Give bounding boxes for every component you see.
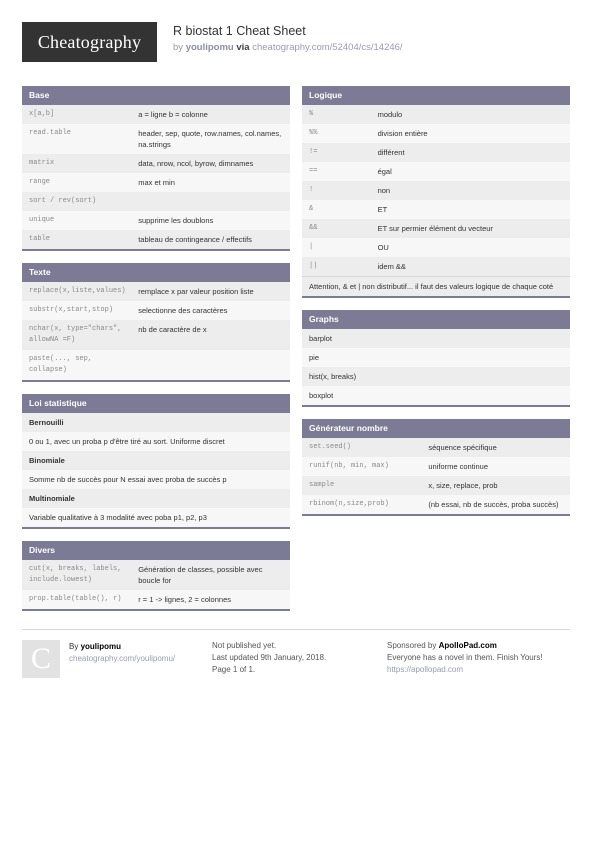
byline: [173, 42, 403, 54]
subheading-label: Bernouilli: [29, 418, 64, 427]
section-subheading: [22, 451, 290, 470]
description-cell: division entière: [377, 129, 428, 138]
description-cell: nb de caractère de x: [138, 325, 207, 334]
code-cell: !: [309, 186, 314, 194]
table-row: [22, 470, 290, 489]
section-block: [302, 419, 570, 516]
description-cell: r = 1 -> lignes, 2 = colonnes: [138, 595, 231, 604]
description-cell: Variable qualitative à 3 modalité avec poba p1, p2, p3: [29, 513, 207, 522]
code-cell: range: [29, 178, 51, 186]
table-row: [22, 508, 290, 527]
section-note: Attention, & et | non distributif... il faut des valeurs logique de chaque coté: [302, 276, 570, 296]
section-block: [22, 541, 290, 611]
description-cell: différent: [377, 148, 405, 157]
description-cell: hist(x, breaks): [309, 372, 357, 381]
section-block: [302, 310, 570, 407]
description-cell: remplace x par valeur position liste: [138, 287, 254, 296]
table-row: [22, 432, 290, 451]
page-footer: [22, 629, 570, 678]
page-info: Page 1 of 1.: [212, 665, 256, 674]
table-row: [302, 348, 570, 367]
section-subheading: [22, 489, 290, 508]
table-row: [22, 230, 290, 249]
footer-author-block: [22, 640, 212, 678]
table-row: [302, 457, 570, 476]
description-cell: selectionne des caractères: [138, 306, 228, 315]
code-cell: runif(nb, min, max): [309, 462, 389, 470]
code-cell: paste(..., sep, collapse): [29, 355, 93, 374]
description-cell: Génération de classes, possible avec boucle for: [138, 565, 263, 585]
avatar: C: [22, 640, 60, 678]
description-cell: séquence spécifique: [428, 443, 497, 452]
description-cell: header, sep, quote, row.names, col.names, na.strings: [138, 129, 282, 149]
footer-by-label: By: [69, 642, 79, 651]
table-row: [22, 301, 290, 320]
code-cell: nchar(x, type="chars", allowNA =F): [29, 325, 122, 344]
table-row: [302, 495, 570, 514]
sponsor-line: [387, 640, 570, 652]
table-row: [302, 219, 570, 238]
section-block: [22, 86, 290, 251]
code-cell: prop.table(table(), r): [29, 595, 122, 603]
code-cell: %: [309, 110, 314, 118]
footer-by-line: [69, 641, 175, 653]
table-row: [22, 173, 290, 192]
last-updated: Last updated 9th January, 2018.: [212, 653, 327, 662]
description-cell: tableau de contingeance / effectifs: [138, 235, 252, 244]
footer-author-name: youlipomu: [80, 642, 122, 651]
description-cell: non: [377, 186, 391, 195]
table-row: [22, 192, 290, 211]
description-cell: data, nrow, ncol, byrow, dimnames: [138, 159, 254, 168]
source-url-link[interactable]: cheatography.com/52404/cs/14246/: [252, 42, 403, 53]
section-block: [22, 263, 290, 382]
table-row: [302, 181, 570, 200]
footer-meta-block: [212, 640, 387, 678]
table-row: [302, 476, 570, 495]
code-cell: %%: [309, 129, 318, 137]
footer-sponsor-block: [387, 640, 570, 678]
description-cell: ET sur permier élément du vecteur: [377, 224, 493, 233]
section-block: [22, 394, 290, 529]
description-cell: barplot: [309, 334, 332, 343]
author-link[interactable]: youlipomu: [185, 42, 234, 53]
table-row: [302, 162, 570, 181]
code-cell: unique: [29, 216, 55, 224]
section-block: [302, 86, 570, 298]
table-row: [302, 386, 570, 405]
description-cell: x, size, replace, prob: [428, 481, 498, 490]
code-cell: rbinom(n,size,prob): [309, 500, 389, 508]
code-cell: sort / rev(sort): [29, 197, 97, 205]
table-row: [22, 105, 290, 124]
description-cell: 0 ou 1, avec un proba p d'être tiré au sort. Uniforme discret: [29, 437, 225, 446]
code-cell: &: [309, 205, 314, 213]
section-subheading: [22, 413, 290, 432]
description-cell: idem &&: [377, 262, 406, 271]
table-row: [22, 211, 290, 230]
sponsor-tagline: Everyone has a novel in them. Finish Yours!: [387, 653, 543, 662]
table-row: [22, 560, 290, 590]
table-row: [302, 329, 570, 348]
code-cell: ||: [309, 262, 318, 270]
description-cell: OU: [377, 243, 389, 252]
table-row: [302, 200, 570, 219]
description-cell: pie: [309, 353, 320, 362]
code-cell: replace(x,liste,values): [29, 287, 126, 295]
description-cell: uniforme continue: [428, 462, 488, 471]
via-label: via: [236, 42, 250, 53]
page-title: R biostat 1 Cheat Sheet: [173, 24, 306, 38]
table-row: [302, 105, 570, 124]
left-column: [22, 86, 290, 623]
sponsor-url[interactable]: https://apollopad.com: [387, 665, 464, 674]
code-cell: !=: [309, 148, 318, 156]
table-row: [302, 143, 570, 162]
description-cell: modulo: [377, 110, 403, 119]
description-cell: Somme nb de succès pour N essai avec proba de succès p: [29, 475, 227, 484]
description-cell: (nb essai, nb de succès, proba succès): [428, 500, 559, 509]
code-cell: read.table: [29, 129, 72, 137]
table-row: [22, 350, 290, 380]
code-cell: substr(x,start,stop): [29, 306, 114, 314]
table-row: [302, 367, 570, 386]
code-cell: |: [309, 243, 314, 251]
footer-author-url[interactable]: cheatography.com/youlipomu/: [69, 654, 176, 663]
section-title: Générateur nombre: [302, 419, 570, 438]
cheatography-logo[interactable]: Cheatography: [22, 22, 157, 62]
table-row: [22, 590, 290, 609]
subheading-label: Binomiale: [29, 456, 65, 465]
code-cell: x[a,b]: [29, 110, 55, 118]
table-row: [302, 238, 570, 257]
description-cell: a = ligne b = colonne: [138, 110, 208, 119]
section-title: Base: [22, 86, 290, 105]
right-column: [302, 86, 570, 528]
sponsor-name[interactable]: ApolloPad.com: [438, 641, 497, 650]
description-cell: supprime les doublons: [138, 216, 214, 225]
table-row: [302, 438, 570, 457]
description-cell: max et min: [138, 178, 175, 187]
by-label: by: [173, 42, 184, 53]
code-cell: table: [29, 235, 51, 243]
table-row: [22, 154, 290, 173]
section-title: Logique: [302, 86, 570, 105]
code-cell: set.seed(): [309, 443, 352, 451]
title-block: [173, 22, 403, 54]
table-row: [22, 282, 290, 301]
footer-author-lines: [69, 640, 175, 665]
page-header: [22, 22, 578, 74]
section-title: Texte: [22, 263, 290, 282]
description-cell: ET: [377, 205, 388, 214]
table-row: [302, 124, 570, 143]
table-row: [22, 320, 290, 350]
section-title: Graphs: [302, 310, 570, 329]
table-row: [22, 124, 290, 154]
code-cell: matrix: [29, 159, 55, 167]
section-title: Divers: [22, 541, 290, 560]
subheading-label: Multinomiale: [29, 494, 75, 503]
publish-status: Not published yet.: [212, 641, 277, 650]
table-row: [302, 257, 570, 276]
code-cell: cut(x, breaks, labels, include.lowest): [29, 565, 122, 584]
description-cell: boxplot: [309, 391, 334, 400]
description-cell: égal: [377, 167, 392, 176]
code-cell: &&: [309, 224, 318, 232]
sponsor-label: Sponsored by: [387, 641, 437, 650]
columns-container: [22, 86, 578, 623]
code-cell: sample: [309, 481, 335, 489]
code-cell: ==: [309, 167, 318, 175]
section-title: Loi statistique: [22, 394, 290, 413]
